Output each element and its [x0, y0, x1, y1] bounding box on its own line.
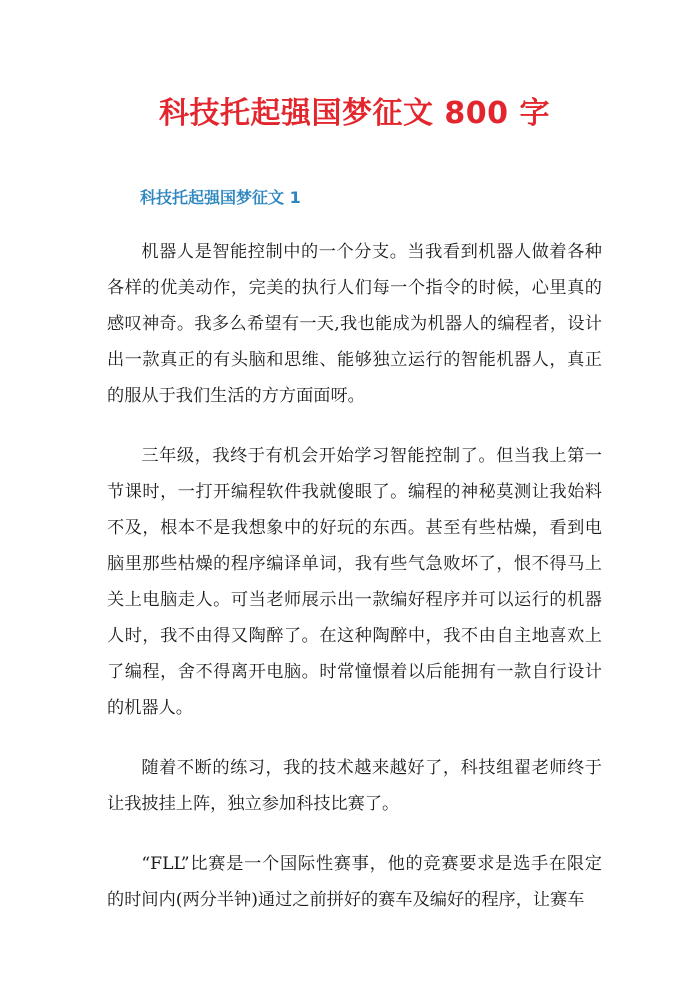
- paragraph-1: 机器人是智能控制中的一个分支。当我看到机器人做着各种各样的优美动作，完美的执行人们每一个指令的时候，心里真的感叹神奇。我多么希望有一天,我也能成为机器人的编程者，设计出一款真正的有头脑和思维、能够独立运行的智能机器人，真正的服从于我们生活的方方面面呀。: [107, 242, 602, 406]
- document-title: 科技托起强国梦征文 800 字: [158, 96, 550, 131]
- paragraph-2: 三年级，我终于有机会开始学习智能控制了。但当我上第一节课时，一打开编程软件我就傻眼了。编程的神秘莫测让我始料不及，根本不是我想象中的好玩的东西。甚至有些枯燥，看到电脑里那些枯燥的程序编译单词，我有些气急败坏了，恨不得马上关上电脑走人。可当老师展示出一款编好程序并可以运行的机器人时，我不由得又陶醉了。在这种陶醉中，我不由自主地喜欢上了编程，舍不得离开电脑。时常憧憬着以后能拥有一款自行设计的机器人。: [107, 446, 602, 718]
- paragraph-3: 随着不断的练习，我的技术越来越好了，科技组翟老师终于让我披挂上阵，独立参加科技比赛了。: [107, 758, 602, 814]
- section-heading: 科技托起强国梦征文 1: [140, 188, 301, 207]
- paragraph-4: “FLL”比赛是一个国际性赛事，他的竞赛要求是选手在限定的时间内(两分半钟)通过之前拼好的赛车及编好的程序，让赛车: [107, 854, 602, 910]
